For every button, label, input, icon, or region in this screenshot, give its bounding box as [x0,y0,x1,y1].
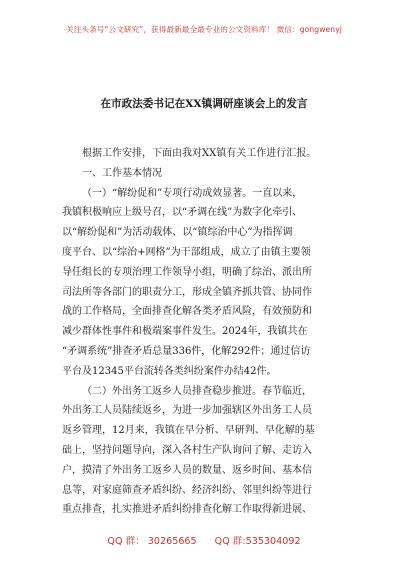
body-line: “矛调系统”排查矛盾总量336件，化解292件；通过信访 [62,345,311,357]
body-line: （一）“解纷促和”专项行动成效显著。一直以来， [82,187,303,199]
body-line: 根据工作安排，下面由我对XX镇有关工作进行汇报。 [82,148,317,159]
body-line: 导任组长的专项治理工作领导小组，明确了综治、派出所 [62,266,312,278]
body-line: （二）外出务工返乡人员排查稳步推进。春节临近， [82,385,312,397]
qq-group-2: QQ 群:535304092 [214,536,301,547]
body-line: 以“解纷促和”为活动载体、以“镇综治中心”为指挥调 [62,227,293,239]
body-line: 息等，对家庭筛查矛盾纠纷、经济纠纷、邻里纠纷等进行 [62,484,312,496]
body-line: 度平台、以“综治+网格”为干部组成，成立了由镇主要领 [62,246,311,258]
qq-group-1: QQ 群： 30265665 [107,536,197,547]
body-line: 战的工作格局，全面排查化解各类矛盾风险，有效预防和 [62,306,312,318]
document-title: 在市政法委书记在XX镇调研座谈会上的发言 [100,98,308,110]
body-line: 平台及12345平台流转各类纠纷案件办结42件。 [62,365,277,377]
body-line: 我镇积极响应上级号召，以“矛调在线”为数字化牵引、 [62,207,303,219]
section-heading: 一、工作基本情况 [82,167,162,179]
document-body [62,144,358,520]
body-line: 司法所等各部门的职责分工，形成全镇齐抓共管、协同作 [62,286,312,298]
body-line: 重点排查，扎实推进矛盾纠纷排查化解工作取得新进展、 [62,504,312,516]
body-line: 户，摸清了外出务工返乡人员的数量、返乡时间、基本信 [62,464,312,476]
body-line: 外出务工人员陆续返乡，为进一步加强辖区外出务工人员 [62,405,312,417]
body-line: 础上，坚持问题导向，深入各村生产队询问了解、走访入 [62,444,312,456]
body-line: 返乡管理，12月来，我镇在早分析、早研判、早化解的基 [62,425,315,437]
qq-group-footer [0,533,408,547]
body-line: 减少群体性事件和极端案事件发生。2024年，我镇共在 [62,326,308,338]
promo-header: 关注头条号“公文研究”，获得最新最全最专业的公文资料库！ 微信：gongwenyj [66,25,342,34]
